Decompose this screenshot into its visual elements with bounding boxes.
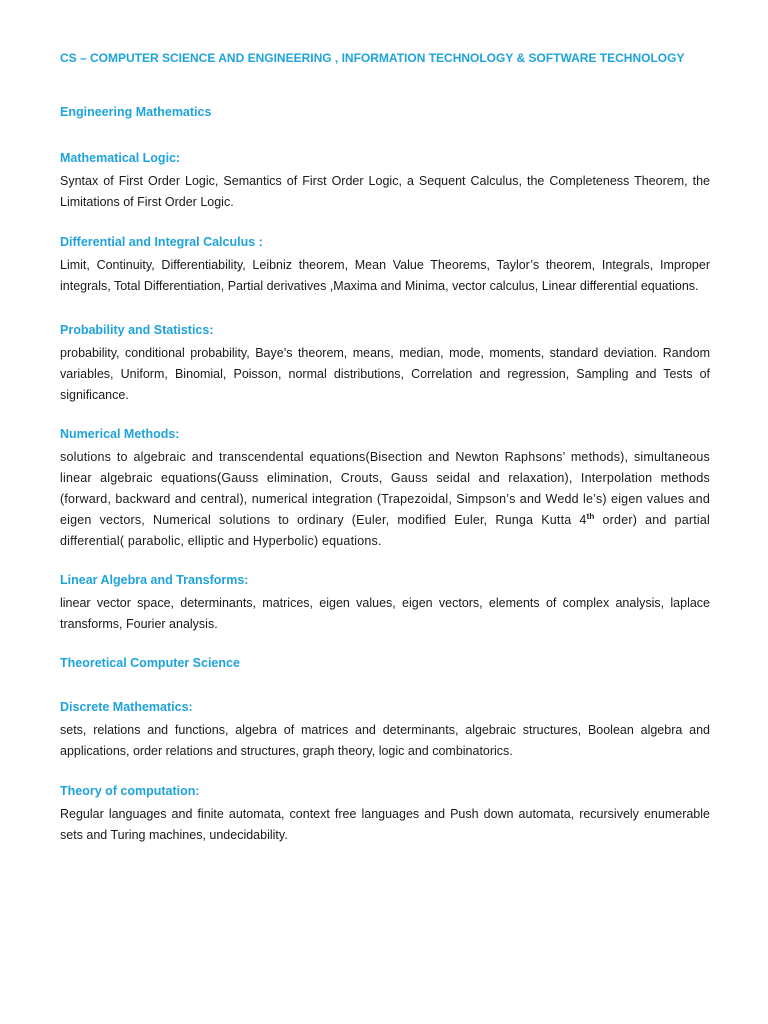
topic-body: linear vector space, determinants, matrices, eigen values, eigen vectors, elements of complex analysis, laplace transforms, Fourier analysis. (60, 596, 710, 631)
topic-calculus (60, 232, 710, 297)
topic-mathematical-logic (60, 148, 710, 213)
topic-title: Differential and Integral Calculus : (60, 235, 263, 249)
document-title: CS – COMPUTER SCIENCE AND ENGINEERING , INFORMATION TECHNOLOGY & SOFTWARE TECHNOLOGY (60, 51, 685, 65)
topic-discrete-mathematics (60, 697, 710, 762)
superscript-th: th (586, 511, 595, 521)
topic-body: Syntax of First Order Logic, Semantics of First Order Logic, a Sequent Calculus, the Completeness Theorem, the Limitations of First Order Logic. (60, 174, 710, 209)
topic-body: Regular languages and finite automata, context free languages and Push down automata, recursively enumerable sets and Turing machines, undecidability. (60, 807, 710, 842)
topic-body: probability, conditional probability, Baye’s theorem, means, median, mode, moments, standard deviation. Random variables, Uniform, Binomial, Poisson, normal distributions, Correlation and regression, Sampling and Tests of significance. (60, 346, 710, 402)
topic-title: Mathematical Logic: (60, 151, 181, 165)
topic-title: Numerical Methods: (60, 427, 180, 441)
topic-title: Linear Algebra and Transforms: (60, 573, 249, 587)
topic-body: Limit, Continuity, Differentiability, Leibniz theorem, Mean Value Theorems, Taylor’s theorem, Integrals, Improper integrals, Total Differentiation, Partial derivatives ,Maxima and Minima, vector calculus, Linear differential equations. (60, 258, 710, 293)
topic-body-text-continued: order) and partial differential( parabolic, elliptic and Hyperbolic) equations. (60, 513, 710, 548)
topic-body: sets, relations and functions, algebra of matrices and determinants, algebraic structures, Boolean algebra and applications, order relations and structures, graph theory, logic and combinatorics. (60, 723, 710, 758)
topic-probability (60, 320, 710, 406)
topic-title: Probability and Statistics: (60, 323, 214, 337)
topic-title: Discrete Mathematics: (60, 700, 193, 714)
part-title-theoretical-computer-science: Theoretical Computer Science (60, 656, 240, 670)
topic-linear-algebra (60, 570, 710, 635)
topic-title: Theory of computation: (60, 784, 200, 798)
topic-body-text: solutions to algebraic and transcendental equations(Bisection and Newton Raphsons’ methods), simultaneous linear algebraic equations(Gauss elimination, Crouts, Gauss seidal and relaxation), Interpolation methods (forward, backward and central), numerical integration (Trapezoidal, Simpson’s and Wedd le’s) eigen values and eigen vectors, Numerical solutions to ordinary (Euler, modified Euler, Runga Kutta 4 (60, 450, 710, 527)
topic-numerical-methods (60, 424, 710, 552)
topic-theory-of-computation (60, 781, 710, 846)
topic-body (60, 447, 710, 552)
part-title-engineering-mathematics: Engineering Mathematics (60, 105, 212, 119)
